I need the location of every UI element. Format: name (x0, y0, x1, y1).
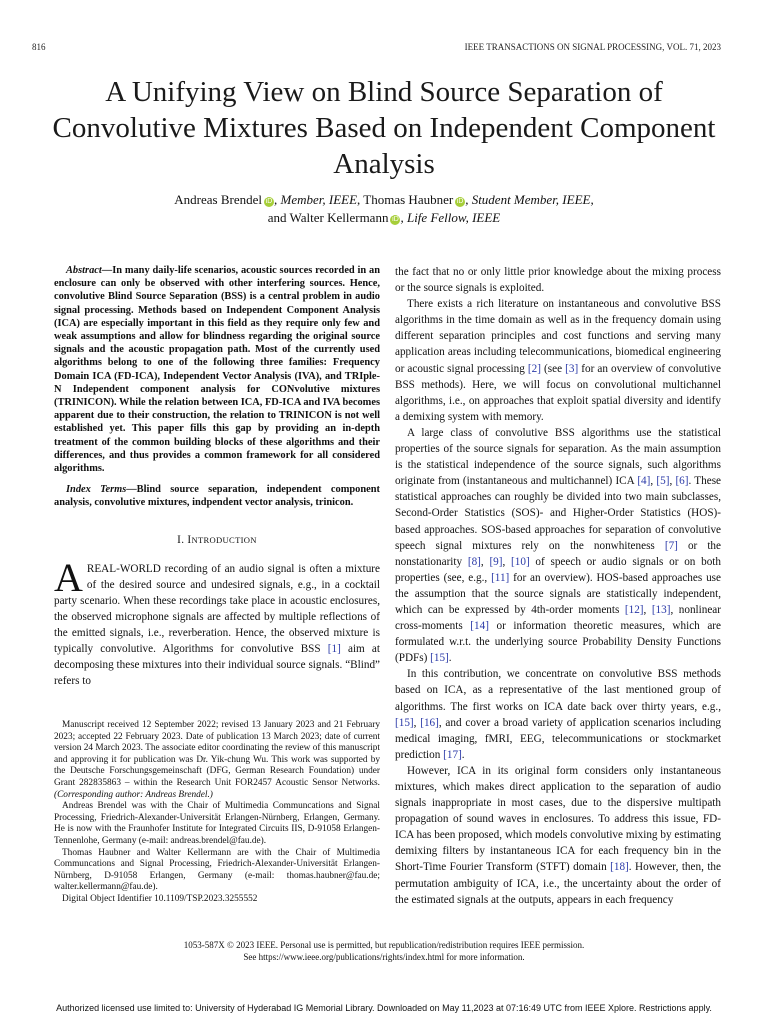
author-name: Andreas Brendel (174, 192, 262, 207)
index-terms-text: —Blind source separation, independent component analysis, convolutive mixtures, indpendent vector analysis, trinicon. (54, 484, 380, 509)
copyright-line: 1053-587X © 2023 IEEE. Personal use is permitted, but republication/redistribution requires IEEE permission. (183, 940, 585, 950)
citation-link[interactable]: [9] (489, 555, 503, 568)
page-number: 816 (32, 42, 46, 52)
abstract-label: Abstract (66, 265, 102, 276)
orcid-icon[interactable]: iD (456, 198, 464, 205)
paper-title: A Unifying View on Blind Source Separation of Convolutive Mixtures Based on Independent Component Analysis (52, 76, 716, 180)
rights-link-line[interactable]: See https://www.ieee.org/publications/rights/index.html for more information. (243, 951, 525, 962)
author-role: , Life Fellow, IEEE (400, 210, 501, 225)
citation-link[interactable]: [12] (624, 603, 644, 616)
paragraph: However, ICA in its original form considers only instantaneous mixtures, which makes direct application to the separation of audio signals inappropriate in most cases, due to the dispersive multipath propagation of sound waves in enclosures. To address this issue, FD-ICA has been proposed, which models convolutive mixing by estimating demixing filters by instantaneous ICA for each frequency bin in the Short-Time Fourier Transform (STFT) domain [18]. However, then, the permutation ambiguity of ICA, i.e., the uncertainty about the order of the estimated signals at the outputs, appears in each frequency (395, 764, 721, 906)
left-column (54, 264, 380, 690)
footnote-affiliation-2: Thomas Haubner and Walter Kellermann are with the Chair of Multimedia Communcations and Signal Processing, Friedrich-Alexander-Universität Erlangen-Nürnberg, D-91058 Erlangen, Germany (e-mail: thomas.haubner@fau.de; walter.kellermann@fau.de). (54, 847, 380, 893)
drop-cap: A (54, 554, 83, 600)
license-banner: Authorized licensed use limited to: University of Hyderabad IG Memorial Library. Downloaded on May 11,2023 at 07:16:49 UTC from IEEE Xplore. Restrictions apply. (56, 1003, 712, 1013)
citation-link[interactable]: [4] (637, 475, 651, 488)
citation-link[interactable]: [5] (656, 475, 670, 488)
paragraph: There exists a rich literature on instantaneous and convolutive BSS algorithms in the time domain as well as in the frequency domain using different separation principles and cost functions and serving many application areas including telecommunications, biomedical engineering or acoustic signal processing [2] (see [3] for an overview of convolutive BSS methods). Here, we will focus on convolutional multichannel algorithms, i.e., on approaches that exploit spatial diversity and identify a demixing system with memory. (395, 298, 721, 423)
section-heading-introduction: I. INTRODUCTION (177, 533, 257, 546)
right-column (395, 264, 721, 908)
author-block (60, 191, 708, 227)
citation-link[interactable]: [2] (527, 362, 541, 375)
footnote (54, 720, 380, 906)
citation-link[interactable]: [15] (430, 652, 449, 665)
citation-link[interactable]: [18] (610, 861, 629, 874)
citation-link[interactable]: [14] (470, 620, 489, 633)
index-terms (54, 483, 380, 509)
paragraph: the fact that no or only little prior knowledge about the mixing process or the source signals is exploited. (395, 266, 721, 295)
author-name: and Walter Kellermann (267, 210, 389, 225)
abstract (54, 264, 380, 475)
citation-link[interactable]: [17] (443, 748, 462, 761)
citation-link[interactable]: [1] (327, 643, 341, 656)
paragraph: A large class of convolutive BSS algorithms use the statistical properties of the source signals for separation. As the main assumption is the statistical independence of the source signals, such algorithms originate from (instantaneous and multichannel) ICA [4], [5], [6]. These statistical approaches can roughly be divided into two main subclasses, Second-Order Statistics (SOS)- and Higher-Order Statistics (HOS)-based approaches. SOS-based approaches for separation of convolutive speech signal mixtures rely on the nonwhiteness [7] or the nonstationarity [8], [9], [10] of speech or audio signals or on both properties (see, e.g., [11] for an overview). HOS-based approaches use the assumption that the source signals are statistically independent, which can be expressed by 4th-order moments [12], [13], nonlinear cross-moments [14] or information theoretic measures, which are formulated w.r.t. the underlying source Probability Density Functions (PDFs) [15]. (395, 426, 722, 665)
orcid-icon[interactable]: iD (392, 216, 399, 223)
abstract-text: —In many daily-life scenarios, acoustic sources recorded in an enclosure can only be observed with other interfering sources. Hence, convolutive Blind Source Separation (BSS) is a central problem in audio signal processing. Methods based on Independent Component Analysis (ICA) are especially important in this field as they require only few and weak assumptions and allow for blindness regarding the original source signals and the acoustic propagation path. Most of the currently used algorithms belong to one of the following three families: Frequency Domain ICA (FD-ICA), Independent Vector Analysis (IVA), and TRIple-N Independent component analysis for CONvolutive mixtures (TRINICON). While the relation between ICA, FD-ICA and IVA becomes apparent due to their construction, the relation to TRINICON is not well established yet. This paper fills this gap by providing an in-depth treatment of the common building blocks of these algorithms and their differences, and thus provides a common framework for all considered algorithms. (54, 265, 380, 475)
orcid-icon[interactable]: iD (265, 198, 273, 205)
citation-link[interactable]: [10] (511, 555, 530, 568)
citation-link[interactable]: [8] (467, 555, 481, 568)
copyright-notice (60, 940, 708, 963)
author-line-1 (60, 191, 708, 209)
citation-link[interactable]: [15] (395, 716, 414, 729)
citation-link[interactable]: [16] (420, 716, 439, 729)
citation-link[interactable]: [7] (664, 539, 678, 552)
citation-link[interactable]: [13] (651, 603, 671, 616)
footnote-manuscript: Manuscript received 12 September 2022; revised 13 January 2023 and 21 February 2023; accepted 22 February 2023. Date of publication 13 March 2023; date of current version 24 March 2023. The associate editor coordinating the review of this manuscript and approving it for publication was Dr. Yik-chung Wu. This work was supported by the Deutsche Forschungsgemeinschaft (DFG, German Research Foundation) under Grant 282835863 – within the Research Unit FOR2457 Acoustic Sensor Networks. (Corresponding author: Andreas Brendel.) (54, 720, 380, 800)
intro-paragraph: AREAL-WORLD recording of an audio signal is often a mixture of the desired source and undesired signals, e.g., in a cocktail party scenario. When these recordings take place in acoustic enclosures, the observed microphone signals are affected by multiple reflections of the emitted signals, i.e., reverberation. Hence, the observed mixture is typically convolutive. Algorithms for convolutive BSS [1] aim at decomposing these mixtures into their individual source signals. “Blind” refers to (54, 554, 380, 688)
paragraph: In this contribution, we concentrate on convolutive BSS methods based on ICA, as a representative of the last mentioned group of algorithms. The first works on ICA date back over thirty years, e.g., [15], [16], and cover a broad variety of application scenarios including medical imaging, fMRI, EEG, telecommunications or stockmarket prediction [17]. (395, 668, 722, 761)
journal-header: IEEE TRANSACTIONS ON SIGNAL PROCESSING, VOL. 71, 2023 (464, 42, 721, 52)
author-line-2 (60, 209, 708, 227)
author-role: , Student Member, IEEE, (465, 192, 594, 207)
author-name: , Thomas Haubner (357, 192, 454, 207)
citation-link[interactable]: [11] (491, 571, 510, 584)
citation-link[interactable]: [6] (675, 475, 689, 488)
footnote-affiliation-1: Andreas Brendel was with the Chair of Multimedia Communcations and Signal Processing, Friedrich-Alexander-Universität Erlangen-Nürnberg, Erlangen, Germany. He is now with the Fraunhofer Institute for Integrated Circuits IIS, D-91058 Erlangen-Tennenlohe, Germany (e-mail: andreas.brendel@fau.de). (54, 801, 380, 846)
citation-link[interactable]: [3] (565, 362, 579, 375)
author-role: , Member, IEEE (274, 192, 358, 207)
footnote-doi: Digital Object Identifier 10.1109/TSP.2023.3255552 (62, 893, 258, 904)
index-terms-label: Index Terms (66, 484, 127, 496)
